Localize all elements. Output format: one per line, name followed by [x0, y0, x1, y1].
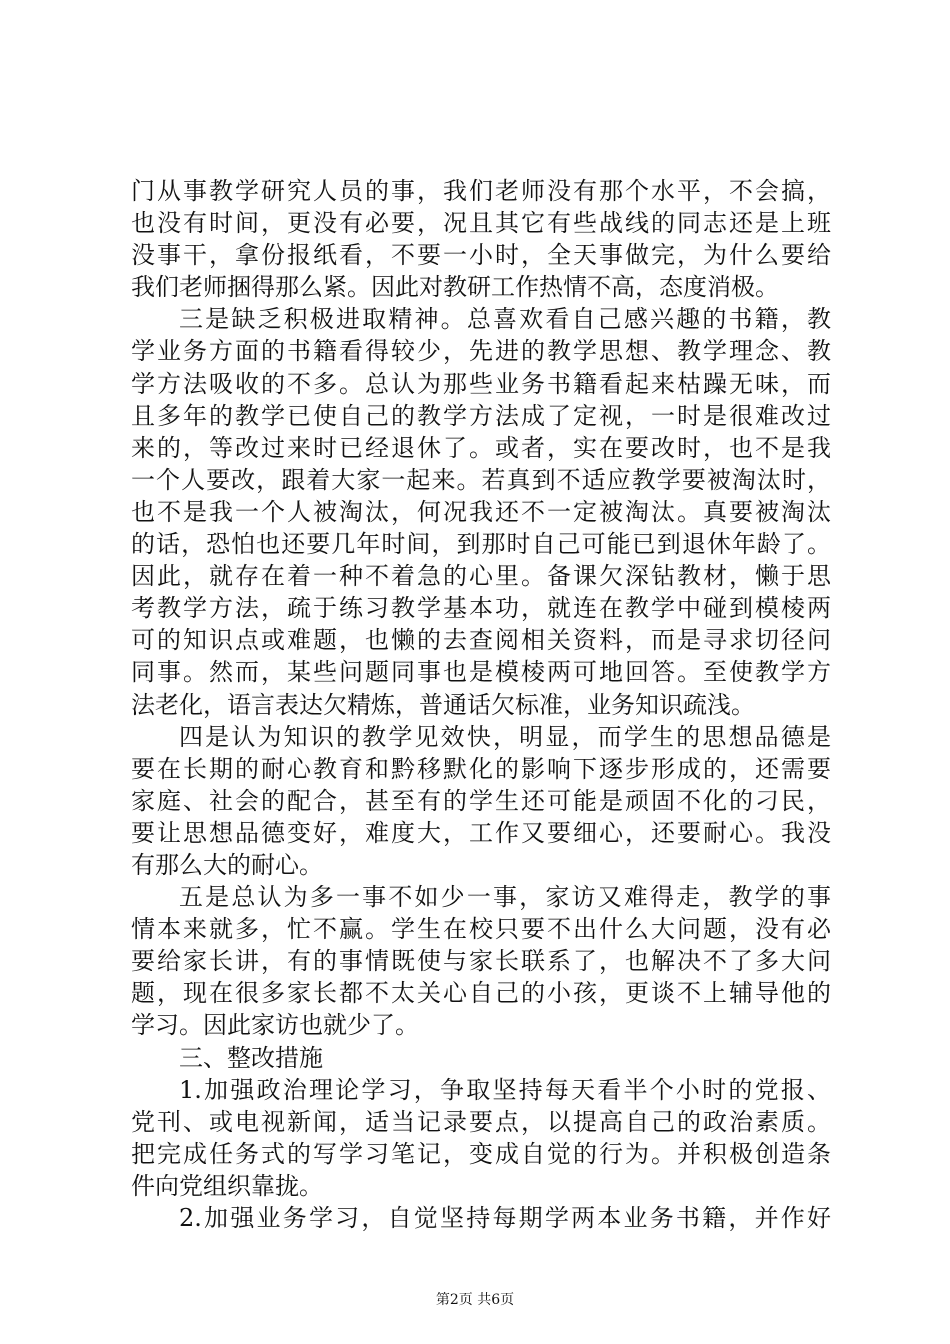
- text-line: 学业务方面的书籍看得较少，先进的教学思想、教学理念、教: [131, 337, 831, 366]
- document-body: [131, 175, 831, 1234]
- text-line: 学方法吸收的不多。总认为那些业务书籍看起来枯躁无味，而: [131, 369, 831, 398]
- text-line: 把完成任务式的写学习笔记，变成自觉的行为。并积极创造条: [131, 1139, 831, 1168]
- text-line: 件向党组织靠拢。: [131, 1171, 323, 1200]
- text-line: 门从事教学研究人员的事，我们老师没有那个水平，不会搞，: [131, 177, 831, 205]
- text-line: 要在长期的耐心教育和黔移默化的影响下逐步形成的，还需要: [131, 754, 831, 783]
- text-line: 2.加强业务学习，自觉坚持每期学两本业务书籍，并作好: [179, 1204, 831, 1232]
- text-line: 的话，恐怕也还要几年时间，到那时自己可能已到退休年龄了。: [131, 530, 831, 559]
- text-line: 法老化，语言表达欠精炼，普通话欠标准，业务知识疏浅。: [131, 690, 755, 719]
- text-line: 1.加强政治理论学习，争取坚持每天看半个小时的党报、: [179, 1075, 831, 1104]
- text-line: 同事。然而，某些问题同事也是模棱两可地回答。至使教学方: [131, 658, 831, 687]
- text-line: 题，现在很多家长都不太关心自己的小孩，更谈不上辅导他的: [131, 979, 831, 1008]
- text-line: 也没有时间，更没有必要，况且其它有些战线的同志还是上班: [131, 209, 831, 238]
- text-line: 因此，就存在着一种不着急的心里。备课欠深钻教材，懒于思: [131, 562, 831, 591]
- text-line: 且多年的教学已使自己的教学方法成了定视，一时是很难改过: [131, 401, 831, 430]
- text-line: 家庭、社会的配合，甚至有的学生还可能是顽固不化的刁民，: [131, 786, 831, 815]
- text-line: 要给家长讲，有的事情既使与家长联系了，也解决不了多大问: [131, 947, 831, 976]
- text-line: 党刊、或电视新闻，适当记录要点，以提高自己的政治素质。: [131, 1107, 831, 1136]
- text-line: 考教学方法，疏于练习教学基本功，就连在教学中碰到模棱两: [131, 594, 831, 623]
- text-line: 三、整改措施: [179, 1043, 323, 1072]
- page-number-footer: 第2页 共6页: [435, 1292, 515, 1308]
- text-line: 要让思想品德变好，难度大，工作又要细心，还要耐心。我没: [131, 818, 831, 847]
- text-line: 也不是我一个人被淘汰，何况我还不一定被淘汰。真要被淘汰: [131, 497, 831, 526]
- text-line: 没事干，拿份报纸看，不要一小时，全天事做完，为什么要给: [131, 241, 831, 270]
- text-line: 有那么大的耐心。: [131, 850, 323, 879]
- text-line: 一个人要改，跟着大家一起来。若真到不适应教学要被淘汰时，: [131, 465, 831, 494]
- text-line: 三是缺乏积极进取精神。总喜欢看自己感兴趣的书籍，教: [179, 305, 831, 334]
- text-line: 来的，等改过来时已经退休了。或者，实在要改时，也不是我: [131, 433, 831, 462]
- text-line: 五是总认为多一事不如少一事，家访又难得走，教学的事: [179, 883, 831, 912]
- text-line: 四是认为知识的教学见效快，明显，而学生的思想品德是: [179, 722, 831, 751]
- text-line: 情本来就多，忙不赢。学生在校只要不出什么大问题，没有必: [131, 915, 831, 944]
- text-line: 学习。因此家访也就少了。: [131, 1011, 419, 1040]
- text-line: 可的知识点或难题，也懒的去查阅相关资料，而是寻求切径问: [131, 626, 831, 655]
- text-line: 我们老师捆得那么紧。因此对教研工作热情不高，态度消极。: [131, 273, 779, 302]
